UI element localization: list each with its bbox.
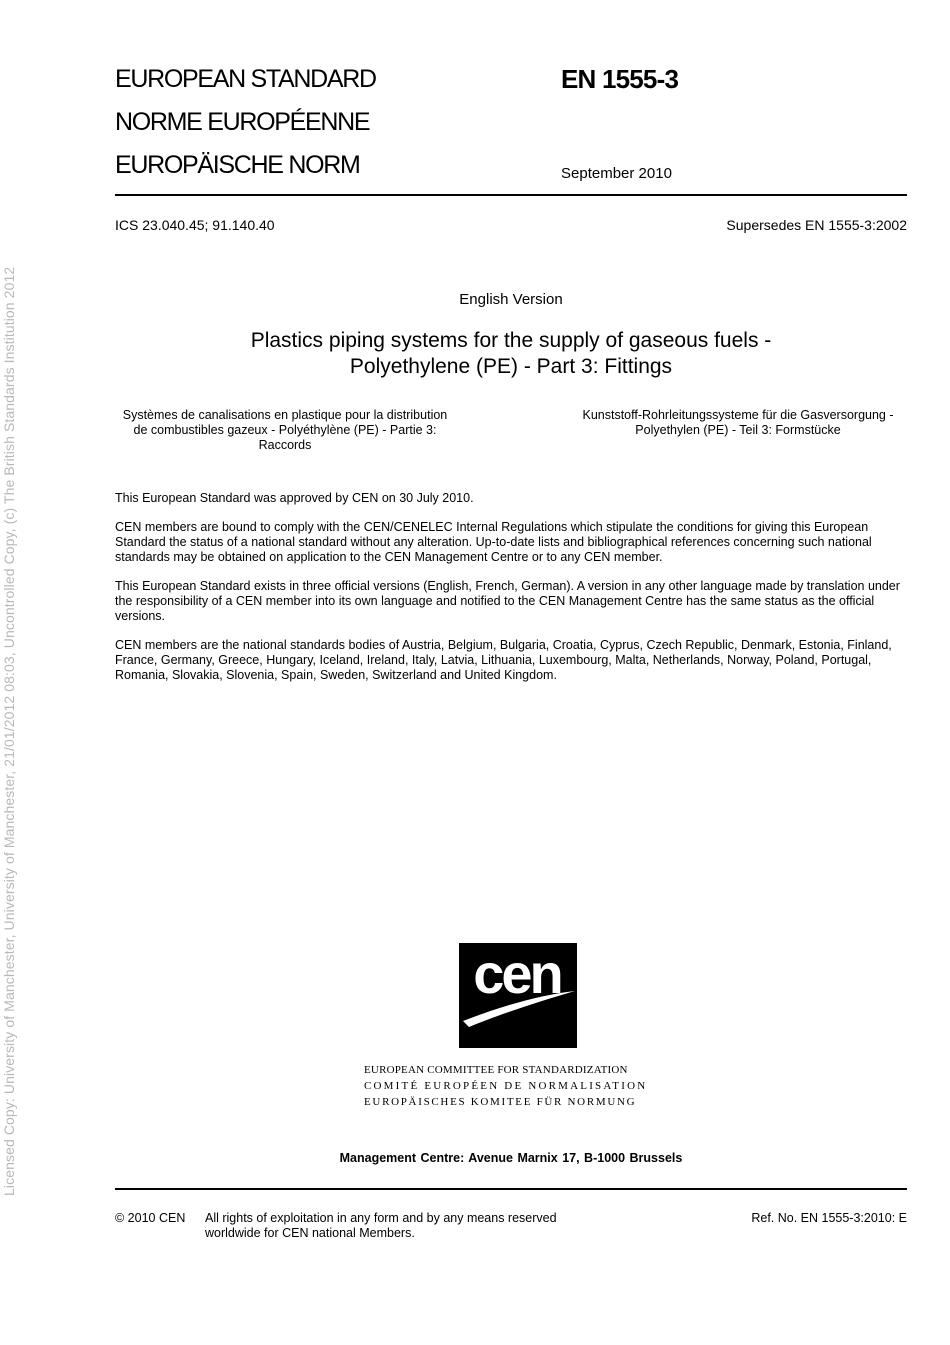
title-german: Kunststoff-Rohrleitungssysteme für die Gasversorgung - Polyethylen (PE) - Teil 3: Formstücke xyxy=(582,408,894,437)
heading-german: EUROPÄISCHE NORM xyxy=(115,151,360,179)
version-label: English Version xyxy=(459,291,563,308)
compliance-paragraph: CEN members are bound to comply with the CEN/CENELEC Internal Regulations which stipulate the conditions for giving this European Standard the status of a national standard without any alteration. Up-to-date lists and bibliographical references concerning such national standards may be obtained on application to the CEN Management Centre or to any CEN member. xyxy=(115,520,872,564)
publication-date: September 2010 xyxy=(561,165,672,182)
committee-english: EUROPEAN COMMITTEE FOR STANDARDIZATION xyxy=(364,1064,628,1076)
supersedes-note: Supersedes EN 1555-3:2002 xyxy=(726,217,907,233)
reference-number: Ref. No. EN 1555-3:2010: E xyxy=(751,1211,907,1225)
committee-names xyxy=(364,1062,647,1110)
cen-logo-text: cen xyxy=(473,943,561,1005)
copyright: © 2010 CEN xyxy=(115,1211,186,1225)
committee-german: EUROPÄISCHES KOMITEE FÜR NORMUNG xyxy=(364,1096,637,1108)
title-line-1: Plastics piping systems for the supply of gaseous fuels - xyxy=(250,329,772,352)
header-divider xyxy=(115,194,907,196)
members-paragraph: CEN members are the national standards bodies of Austria, Belgium, Bulgaria, Croatia, Cyprus, Czech Republic, Denmark, Estonia, Finland, France, Germany, Greece, Hungary, Iceland, Ireland, Italy, Latvia, Lithuania, Luxembourg, Malta, Netherlands, Norway, Poland, Portugal, Romania, Slovakia, Slovenia, Spain, Sweden, Switzerland and United Kingdom. xyxy=(115,638,892,682)
approval-paragraph: This European Standard was approved by CEN on 30 July 2010. xyxy=(115,491,474,505)
heading-french: NORME EUROPÉENNE xyxy=(115,108,370,136)
footer-divider xyxy=(115,1188,907,1190)
document-number: EN 1555-3 xyxy=(561,64,679,94)
management-centre-address: Management Centre: Avenue Marnix 17, B-1000 Brussels xyxy=(339,1151,683,1165)
versions-paragraph: This European Standard exists in three official versions (English, French, German). A version in any other language made by translation under the responsibility of a CEN member into its own language and notified to the CEN Management Centre has the same status as the official versions. xyxy=(115,579,900,623)
document-title xyxy=(115,328,907,380)
ics-code: ICS 23.040.45; 91.140.40 xyxy=(115,217,275,233)
license-watermark: Licensed Copy: University of Manchester, University of Manchester, 21/01/2012 08:03, Uncontrolled Copy, (c) The British Standards Institution 2012 xyxy=(1,266,17,1196)
rights-statement: All rights of exploitation in any form and by any means reserved worldwide for CEN national Members. xyxy=(205,1211,557,1240)
title-line-2: Polyethylene (PE) - Part 3: Fittings xyxy=(349,355,673,378)
heading-english: EUROPEAN STANDARD xyxy=(115,65,376,93)
cen-logo xyxy=(459,943,577,1048)
committee-french: COMITÉ EUROPÉEN DE NORMALISATION xyxy=(364,1080,648,1092)
title-french: Systèmes de canalisations en plastique pour la distribution de combustibles gazeux - Polyéthylène (PE) - Partie 3: Raccords xyxy=(122,408,448,452)
body-text xyxy=(115,491,907,697)
